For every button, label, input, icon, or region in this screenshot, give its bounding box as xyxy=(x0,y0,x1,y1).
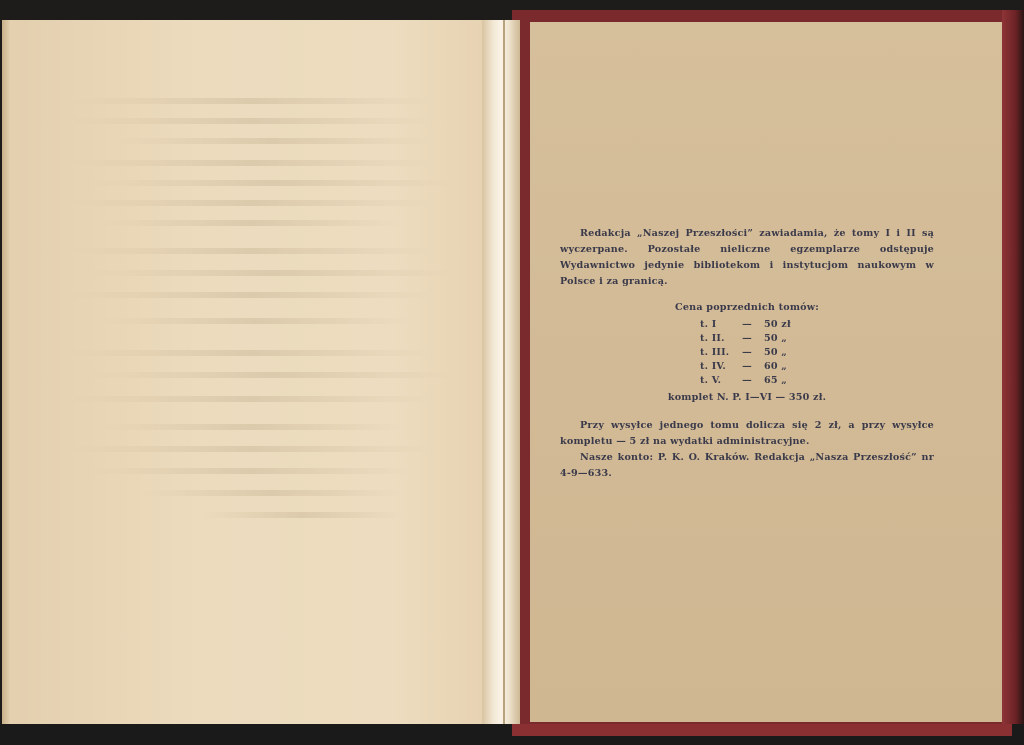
price-dash: — xyxy=(742,333,752,344)
price-dash: — xyxy=(742,375,752,386)
volume-price: 65 „ xyxy=(764,375,788,386)
show-through-text xyxy=(72,292,432,298)
volume-price: 50 „ xyxy=(764,347,788,358)
price-row xyxy=(696,346,798,360)
price-table xyxy=(696,318,798,388)
show-through-text xyxy=(72,350,432,356)
price-heading: Cena poprzednich tomów: xyxy=(675,302,819,313)
left-page-edge xyxy=(2,20,10,724)
book-cover-edge xyxy=(1002,10,1024,738)
show-through-text xyxy=(72,446,432,452)
volume-price: 60 „ xyxy=(764,361,788,372)
price-dash: — xyxy=(742,361,752,372)
volume-label: t. III. xyxy=(700,347,730,358)
show-through-text xyxy=(72,118,432,124)
show-through-text xyxy=(72,396,432,402)
show-through-text xyxy=(102,220,402,226)
show-through-text xyxy=(142,490,402,496)
price-row xyxy=(696,360,798,374)
notice-paragraph-account: Nasze konto: P. K. O. Kraków. Redakcja „Nasza Przeszłość” nr 4-9—633. xyxy=(560,452,934,479)
volume-label: t. IV. xyxy=(700,361,726,372)
complete-set-price: komplet N. P. I—VI — 350 zł. xyxy=(667,392,827,403)
show-through-text xyxy=(102,318,412,324)
gutter-fold xyxy=(503,20,505,724)
show-through-text xyxy=(202,512,402,518)
publisher-notice xyxy=(560,226,934,482)
show-through-text xyxy=(92,468,412,474)
volume-label: t. II. xyxy=(700,333,725,344)
price-row xyxy=(696,374,798,388)
left-page xyxy=(2,20,492,724)
price-dash: — xyxy=(742,347,752,358)
notice-paragraph-shipping: Przy wysyłce jednego tomu dolicza się 2 zł, a przy wysyłce kompletu — 5 zł na wydatki administracyjne. xyxy=(560,420,934,447)
book-gutter xyxy=(482,20,520,724)
show-through-text xyxy=(92,270,452,276)
price-dash: — xyxy=(742,319,752,330)
show-through-text xyxy=(92,180,452,186)
show-through-text xyxy=(112,138,432,144)
volume-price: 50 zł xyxy=(764,319,791,330)
book-cover-bottom xyxy=(512,724,1012,736)
volume-label: t. V. xyxy=(700,375,722,386)
show-through-text xyxy=(72,98,432,104)
price-row xyxy=(696,318,798,332)
notice-paragraph-out-of-print: Redakcja „Naszej Przeszłości” zawiadamia, że tomy I i II są wyczerpane. Pozostałe nieliczne egzemplarze odstępuje Wydawnictwo jedynie bibliotekom i instytucjom naukowym w Polsce i za granicą. xyxy=(560,228,934,287)
show-through-text xyxy=(102,424,402,430)
show-through-text xyxy=(72,160,432,166)
price-row xyxy=(696,332,798,346)
show-through-text xyxy=(72,200,432,206)
volume-price: 50 „ xyxy=(764,333,788,344)
show-through-text xyxy=(72,248,432,254)
volume-label: t. I xyxy=(700,319,717,330)
show-through-text xyxy=(92,372,452,378)
